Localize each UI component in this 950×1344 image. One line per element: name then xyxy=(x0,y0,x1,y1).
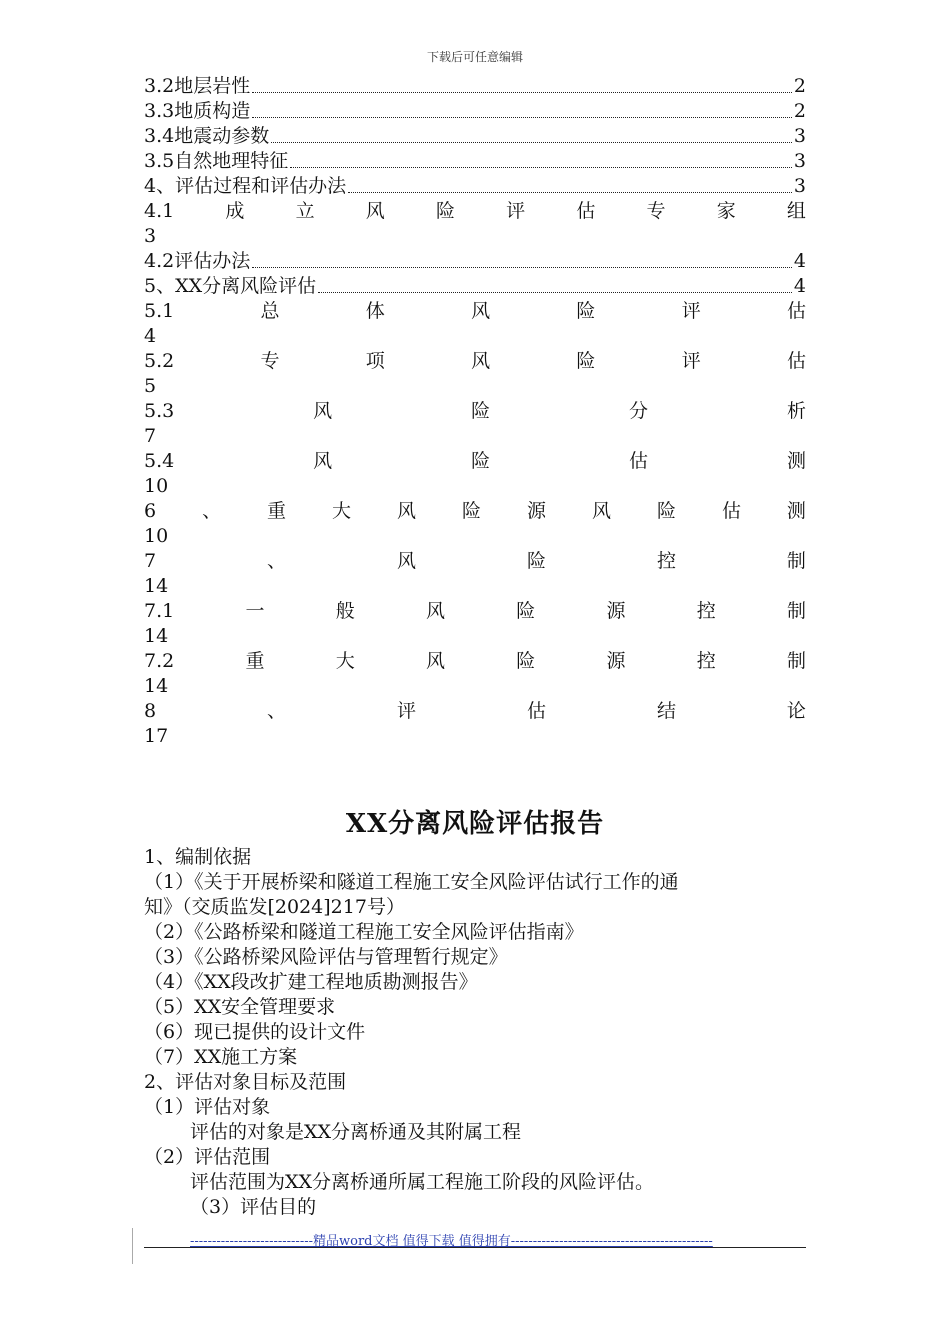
toc-row xyxy=(144,249,806,274)
paragraph: 评估范围为XX分离桥通所属工程施工阶段的风险评估。 xyxy=(190,1171,655,1193)
toc-token: 估 xyxy=(526,700,546,722)
toc-token: 、 xyxy=(267,550,287,572)
toc-token: 6 xyxy=(144,500,157,522)
toc-token: 测 xyxy=(786,450,806,472)
footer-link[interactable]: ----------------------------精品word文档 值得下载 值得拥有---------------------------------------------- xyxy=(190,1234,713,1249)
toc-leader xyxy=(271,142,792,143)
toc-token: 制 xyxy=(786,550,806,572)
toc-token: 专 xyxy=(646,200,666,222)
toc-token: 风 xyxy=(471,350,491,372)
report-title: XX分离风险评估报告 xyxy=(345,809,605,839)
toc-token: 评 xyxy=(506,200,526,222)
header-note: 下载后可任意编辑 xyxy=(426,50,523,64)
toc-leader xyxy=(318,292,792,293)
basis-item: （2）《公路桥梁和隧道工程施工安全风险评估指南》 xyxy=(144,921,584,943)
toc-row xyxy=(144,174,806,199)
toc-token: 重 xyxy=(245,650,265,672)
toc-token: 源 xyxy=(606,600,626,622)
toc-page: 4 xyxy=(793,250,806,272)
toc-token: 风 xyxy=(313,450,333,472)
toc-token: 险 xyxy=(462,500,482,522)
toc-token: 测 xyxy=(786,500,806,522)
toc-row xyxy=(144,274,806,299)
toc-page: 2 xyxy=(793,100,806,122)
toc-page: 5 xyxy=(144,375,157,397)
toc-token: 风 xyxy=(365,200,385,222)
toc-leader xyxy=(252,92,792,93)
basis-item: （1）《关于开展桥梁和隧道工程施工安全风险评估试行工作的通 xyxy=(144,871,679,893)
toc-token: 风 xyxy=(397,550,417,572)
toc-token: 分 xyxy=(629,400,649,422)
toc-spread-row xyxy=(144,649,806,674)
toc-token: 源 xyxy=(526,500,546,522)
toc-token: 评 xyxy=(681,350,701,372)
toc-token: 风 xyxy=(471,300,491,322)
toc-token: 7 xyxy=(144,550,157,572)
toc-row xyxy=(144,149,806,174)
toc-token: 立 xyxy=(295,200,315,222)
basis-item: （6）现已提供的设计文件 xyxy=(144,1021,366,1043)
toc-token: 险 xyxy=(656,500,676,522)
footer-rule xyxy=(144,1247,806,1248)
toc-token: 重 xyxy=(267,500,287,522)
toc-page: 3 xyxy=(793,175,806,197)
toc-label: 5、XX分离风险评估 xyxy=(144,275,317,297)
toc-page: 3 xyxy=(144,225,157,247)
toc-token: 5.3 xyxy=(144,400,175,422)
toc-token: 结 xyxy=(656,700,676,722)
toc-spread-row xyxy=(144,499,806,524)
toc-page: 4 xyxy=(793,275,806,297)
toc-token: 5.4 xyxy=(144,450,175,472)
toc-token: 风 xyxy=(313,400,333,422)
toc-label: 3.5自然地理特征 xyxy=(144,150,289,172)
toc-token: 体 xyxy=(365,300,385,322)
toc-token: 风 xyxy=(397,500,417,522)
toc-token: 估 xyxy=(721,500,741,522)
toc-token: 风 xyxy=(425,650,445,672)
toc-token: 、 xyxy=(267,700,287,722)
toc-token: 估 xyxy=(786,300,806,322)
toc-token: 4.1 xyxy=(144,200,175,222)
toc-spread-row xyxy=(144,399,806,424)
subsection-heading: （3）评估目的 xyxy=(190,1196,317,1218)
toc-token: 险 xyxy=(576,350,596,372)
toc-label: 3.3地质构造 xyxy=(144,100,251,122)
toc-spread-row xyxy=(144,449,806,474)
toc-spread-row xyxy=(144,599,806,624)
toc-token: 险 xyxy=(435,200,455,222)
toc-leader xyxy=(252,267,792,268)
toc-page: 14 xyxy=(144,625,169,647)
paragraph: 评估的对象是XX分离桥通及其附属工程 xyxy=(190,1121,522,1143)
toc-page: 3 xyxy=(793,125,806,147)
toc-token: 项 xyxy=(365,350,385,372)
toc-token: 风 xyxy=(591,500,611,522)
table-of-contents xyxy=(144,74,806,749)
basis-item: （7）XX施工方案 xyxy=(144,1046,298,1068)
toc-spread-row xyxy=(144,549,806,574)
toc-token: 家 xyxy=(716,200,736,222)
toc-spread-row xyxy=(144,199,806,224)
section-heading: 1、编制依据 xyxy=(144,846,252,868)
toc-token: 5.2 xyxy=(144,350,175,372)
toc-page: 10 xyxy=(144,525,169,547)
toc-token: 一 xyxy=(245,600,265,622)
basis-item: （4）《XX段改扩建工程地质勘测报告》 xyxy=(144,971,478,993)
toc-page: 17 xyxy=(144,725,169,747)
toc-token: 制 xyxy=(786,650,806,672)
toc-token: 控 xyxy=(696,600,716,622)
basis-item: （3）《公路桥梁风险评估与管理暂行规定》 xyxy=(144,946,508,968)
toc-token: 大 xyxy=(335,650,355,672)
toc-leader xyxy=(290,167,792,168)
subsection-heading: （2）评估范围 xyxy=(144,1146,271,1168)
toc-page: 14 xyxy=(144,675,169,697)
toc-token: 总 xyxy=(260,300,280,322)
toc-row xyxy=(144,124,806,149)
toc-page: 4 xyxy=(144,325,157,347)
toc-token: 险 xyxy=(516,600,536,622)
toc-token: 论 xyxy=(786,700,806,722)
toc-token: 专 xyxy=(260,350,280,372)
toc-token: 制 xyxy=(786,600,806,622)
margin-mark xyxy=(132,1228,133,1264)
toc-token: 险 xyxy=(471,450,491,472)
toc-label: 4.2评估办法 xyxy=(144,250,251,272)
toc-token: 估 xyxy=(576,200,596,222)
toc-token: 险 xyxy=(526,550,546,572)
section-heading: 2、评估对象目标及范围 xyxy=(144,1071,347,1093)
toc-token: 风 xyxy=(425,600,445,622)
toc-token: 险 xyxy=(576,300,596,322)
toc-token: 、 xyxy=(202,500,222,522)
toc-token: 7.1 xyxy=(144,600,175,622)
toc-row xyxy=(144,99,806,124)
toc-row xyxy=(144,74,806,99)
report-body xyxy=(144,845,806,1220)
toc-leader xyxy=(252,117,792,118)
toc-token: 8 xyxy=(144,700,157,722)
toc-label: 4、评估过程和评估办法 xyxy=(144,175,347,197)
toc-spread-row xyxy=(144,299,806,324)
toc-token: 估 xyxy=(629,450,649,472)
toc-token: 评 xyxy=(681,300,701,322)
basis-item: （5）XX安全管理要求 xyxy=(144,996,336,1018)
toc-token: 组 xyxy=(786,200,806,222)
toc-page: 7 xyxy=(144,425,157,447)
toc-token: 险 xyxy=(516,650,536,672)
toc-token: 7.2 xyxy=(144,650,175,672)
toc-label: 3.2地层岩性 xyxy=(144,75,251,97)
toc-token: 控 xyxy=(696,650,716,672)
toc-token: 析 xyxy=(786,400,806,422)
basis-item-continued: 知》（交质监发[2024]217号） xyxy=(144,896,405,918)
toc-token: 成 xyxy=(225,200,245,222)
toc-token: 险 xyxy=(471,400,491,422)
toc-token: 5.1 xyxy=(144,300,175,322)
toc-page: 2 xyxy=(793,75,806,97)
toc-page: 14 xyxy=(144,575,169,597)
toc-token: 评 xyxy=(397,700,417,722)
toc-page: 3 xyxy=(793,150,806,172)
toc-token: 源 xyxy=(606,650,626,672)
toc-token: 大 xyxy=(332,500,352,522)
toc-spread-row xyxy=(144,349,806,374)
toc-token: 般 xyxy=(335,600,355,622)
toc-label: 3.4地震动参数 xyxy=(144,125,270,147)
toc-token: 控 xyxy=(656,550,676,572)
toc-page: 10 xyxy=(144,475,169,497)
subsection-heading: （1）评估对象 xyxy=(144,1096,271,1118)
toc-token: 估 xyxy=(786,350,806,372)
toc-spread-row xyxy=(144,699,806,724)
toc-leader xyxy=(348,192,792,193)
